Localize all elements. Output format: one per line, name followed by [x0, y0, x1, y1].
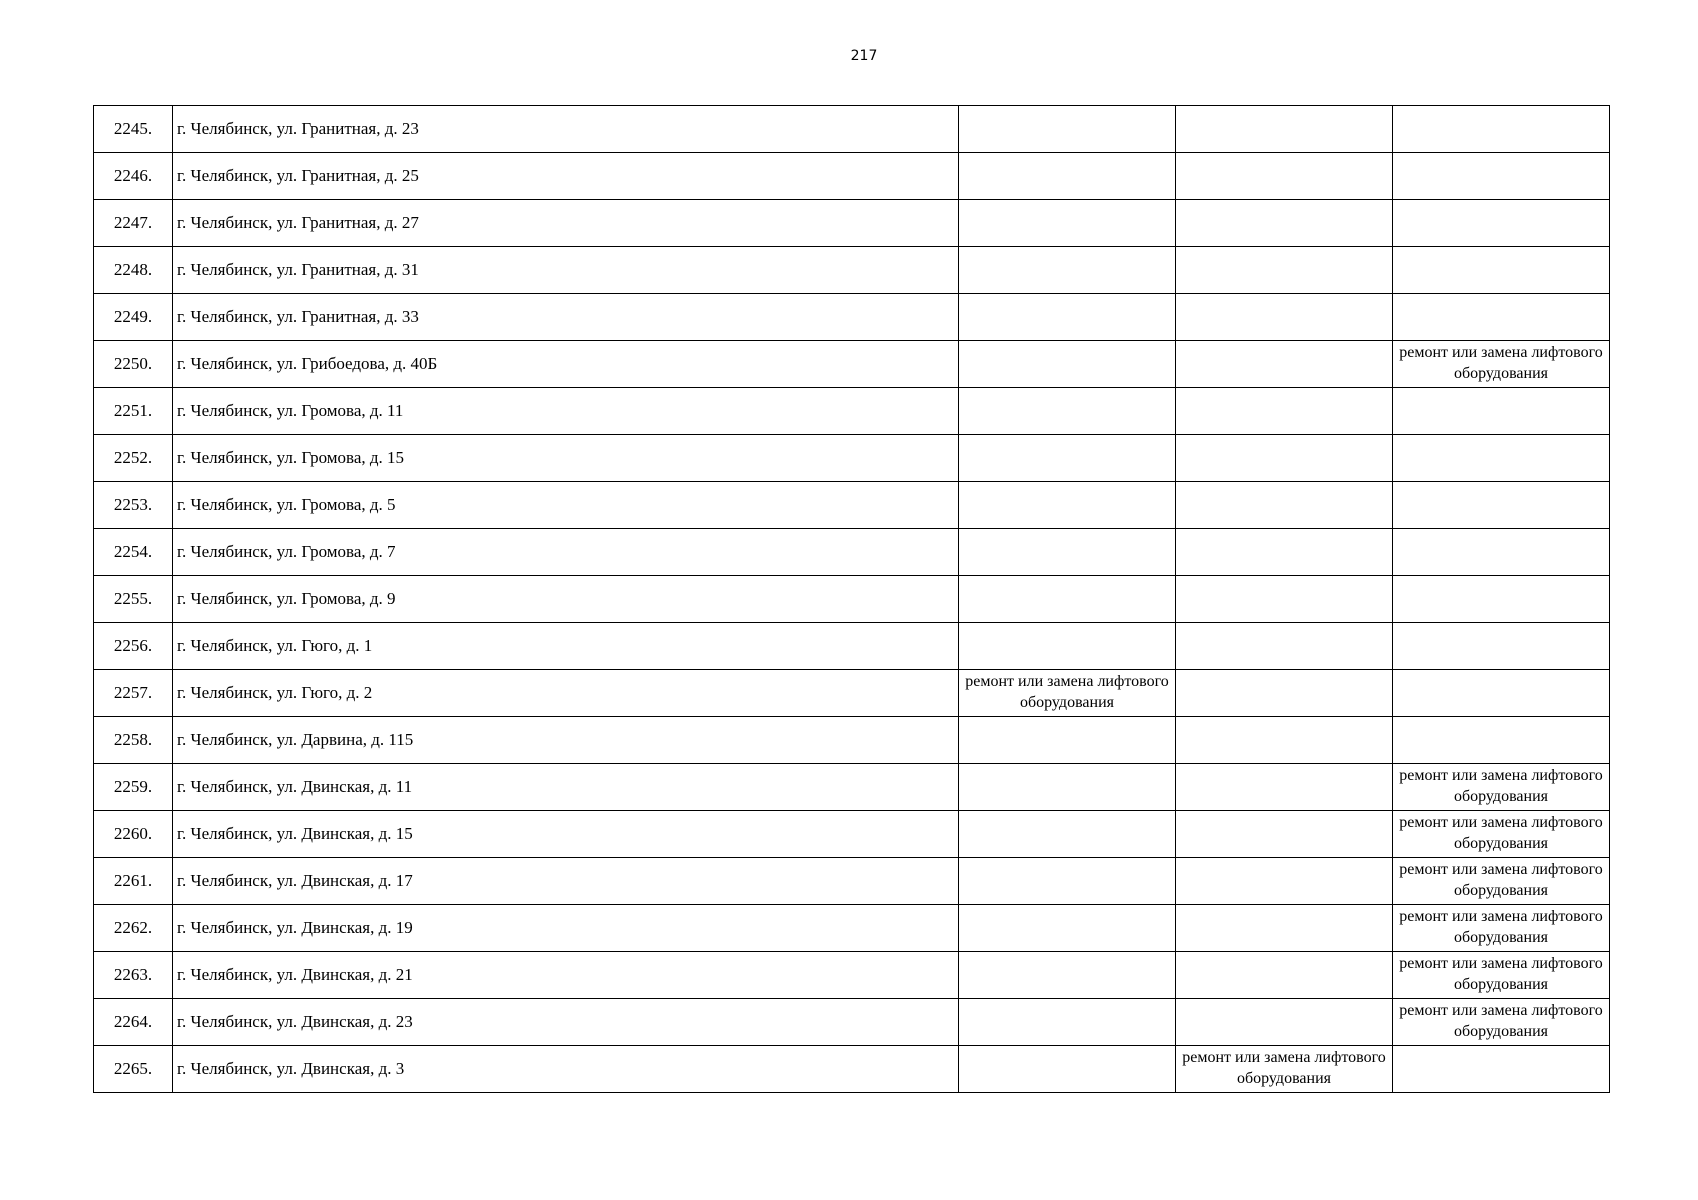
row-address: г. Челябинск, ул. Грибоедова, д. 40Б — [173, 341, 959, 388]
table-row — [94, 341, 1610, 388]
row-work-col4 — [1176, 106, 1393, 153]
row-address: г. Челябинск, ул. Гюго, д. 1 — [173, 623, 959, 670]
row-work-col3 — [959, 952, 1176, 999]
row-address: г. Челябинск, ул. Гюго, д. 2 — [173, 670, 959, 717]
row-address: г. Челябинск, ул. Двинская, д. 23 — [173, 999, 959, 1046]
row-work-col4 — [1176, 670, 1393, 717]
table-row — [94, 999, 1610, 1046]
row-number: 2253. — [94, 482, 173, 529]
row-number: 2256. — [94, 623, 173, 670]
row-work-col3 — [959, 153, 1176, 200]
table-row — [94, 153, 1610, 200]
row-address: г. Челябинск, ул. Громова, д. 11 — [173, 388, 959, 435]
row-work-col5 — [1393, 576, 1610, 623]
row-work-col4 — [1176, 529, 1393, 576]
row-number: 2249. — [94, 294, 173, 341]
row-address: г. Челябинск, ул. Двинская, д. 3 — [173, 1046, 959, 1093]
row-work-col5: ремонт или замена лифтового оборудования — [1393, 952, 1610, 999]
row-work-col3 — [959, 294, 1176, 341]
row-work-col4 — [1176, 294, 1393, 341]
table-row — [94, 388, 1610, 435]
table-row — [94, 905, 1610, 952]
row-number: 2264. — [94, 999, 173, 1046]
row-work-col4 — [1176, 952, 1393, 999]
row-work-col5 — [1393, 623, 1610, 670]
row-work-col3 — [959, 1046, 1176, 1093]
row-number: 2255. — [94, 576, 173, 623]
row-address: г. Челябинск, ул. Гранитная, д. 25 — [173, 153, 959, 200]
row-address: г. Челябинск, ул. Громова, д. 7 — [173, 529, 959, 576]
row-work-col3 — [959, 200, 1176, 247]
table-row — [94, 247, 1610, 294]
row-work-col4: ремонт или замена лифтового оборудования — [1176, 1046, 1393, 1093]
row-address: г. Челябинск, ул. Громова, д. 9 — [173, 576, 959, 623]
table-row — [94, 200, 1610, 247]
row-work-col4 — [1176, 247, 1393, 294]
row-address: г. Челябинск, ул. Двинская, д. 17 — [173, 858, 959, 905]
row-work-col4 — [1176, 999, 1393, 1046]
table-row — [94, 294, 1610, 341]
row-number: 2257. — [94, 670, 173, 717]
row-work-col4 — [1176, 811, 1393, 858]
row-number: 2245. — [94, 106, 173, 153]
row-address: г. Челябинск, ул. Гранитная, д. 33 — [173, 294, 959, 341]
row-work-col4 — [1176, 764, 1393, 811]
row-number: 2250. — [94, 341, 173, 388]
row-work-col3 — [959, 858, 1176, 905]
table-row — [94, 623, 1610, 670]
row-work-col3 — [959, 576, 1176, 623]
row-address: г. Челябинск, ул. Гранитная, д. 27 — [173, 200, 959, 247]
row-work-col5: ремонт или замена лифтового оборудования — [1393, 764, 1610, 811]
row-work-col4 — [1176, 341, 1393, 388]
row-work-col3 — [959, 388, 1176, 435]
row-address: г. Челябинск, ул. Дарвина, д. 115 — [173, 717, 959, 764]
row-work-col5 — [1393, 482, 1610, 529]
row-work-col5 — [1393, 529, 1610, 576]
row-work-col4 — [1176, 717, 1393, 764]
row-work-col5 — [1393, 200, 1610, 247]
table-row — [94, 952, 1610, 999]
row-number: 2252. — [94, 435, 173, 482]
row-work-col3 — [959, 482, 1176, 529]
row-number: 2260. — [94, 811, 173, 858]
row-work-col5: ремонт или замена лифтового оборудования — [1393, 811, 1610, 858]
page-number: 217 — [850, 48, 878, 64]
row-work-col4 — [1176, 200, 1393, 247]
table-row — [94, 106, 1610, 153]
row-number: 2251. — [94, 388, 173, 435]
row-work-col3: ремонт или замена лифтового оборудования — [959, 670, 1176, 717]
table-row — [94, 1046, 1610, 1093]
row-work-col4 — [1176, 388, 1393, 435]
row-address: г. Челябинск, ул. Гранитная, д. 23 — [173, 106, 959, 153]
row-work-col4 — [1176, 905, 1393, 952]
row-work-col5 — [1393, 670, 1610, 717]
row-number: 2258. — [94, 717, 173, 764]
table-row — [94, 670, 1610, 717]
row-work-col3 — [959, 435, 1176, 482]
row-work-col5: ремонт или замена лифтового оборудования — [1393, 999, 1610, 1046]
row-address: г. Челябинск, ул. Двинская, д. 11 — [173, 764, 959, 811]
table-body — [94, 106, 1610, 1093]
table-row — [94, 482, 1610, 529]
row-work-col5 — [1393, 247, 1610, 294]
row-number: 2247. — [94, 200, 173, 247]
table-row — [94, 576, 1610, 623]
row-work-col3 — [959, 764, 1176, 811]
row-number: 2248. — [94, 247, 173, 294]
row-work-col5 — [1393, 153, 1610, 200]
row-work-col4 — [1176, 153, 1393, 200]
row-number: 2254. — [94, 529, 173, 576]
row-work-col4 — [1176, 623, 1393, 670]
table-row — [94, 435, 1610, 482]
row-address: г. Челябинск, ул. Двинская, д. 21 — [173, 952, 959, 999]
row-work-col5: ремонт или замена лифтового оборудования — [1393, 341, 1610, 388]
row-work-col3 — [959, 341, 1176, 388]
row-address: г. Челябинск, ул. Двинская, д. 15 — [173, 811, 959, 858]
table-row — [94, 764, 1610, 811]
row-work-col5: ремонт или замена лифтового оборудования — [1393, 905, 1610, 952]
row-work-col3 — [959, 529, 1176, 576]
table-row — [94, 858, 1610, 905]
row-work-col5 — [1393, 294, 1610, 341]
row-address: г. Челябинск, ул. Гранитная, д. 31 — [173, 247, 959, 294]
table-row — [94, 717, 1610, 764]
row-work-col3 — [959, 999, 1176, 1046]
row-work-col4 — [1176, 576, 1393, 623]
row-address: г. Челябинск, ул. Громова, д. 15 — [173, 435, 959, 482]
row-number: 2263. — [94, 952, 173, 999]
row-number: 2259. — [94, 764, 173, 811]
row-work-col5 — [1393, 435, 1610, 482]
row-work-col5 — [1393, 106, 1610, 153]
row-work-col4 — [1176, 435, 1393, 482]
repair-table — [93, 105, 1610, 1093]
row-address: г. Челябинск, ул. Двинская, д. 19 — [173, 905, 959, 952]
row-work-col3 — [959, 106, 1176, 153]
row-number: 2262. — [94, 905, 173, 952]
row-number: 2265. — [94, 1046, 173, 1093]
row-work-col3 — [959, 623, 1176, 670]
row-work-col4 — [1176, 858, 1393, 905]
row-number: 2246. — [94, 153, 173, 200]
row-work-col3 — [959, 247, 1176, 294]
table-row — [94, 529, 1610, 576]
row-work-col3 — [959, 905, 1176, 952]
row-work-col5 — [1393, 717, 1610, 764]
row-work-col5 — [1393, 388, 1610, 435]
table-row — [94, 811, 1610, 858]
row-work-col4 — [1176, 482, 1393, 529]
row-work-col3 — [959, 811, 1176, 858]
row-address: г. Челябинск, ул. Громова, д. 5 — [173, 482, 959, 529]
row-work-col5: ремонт или замена лифтового оборудования — [1393, 858, 1610, 905]
row-work-col5 — [1393, 1046, 1610, 1093]
row-number: 2261. — [94, 858, 173, 905]
row-work-col3 — [959, 717, 1176, 764]
